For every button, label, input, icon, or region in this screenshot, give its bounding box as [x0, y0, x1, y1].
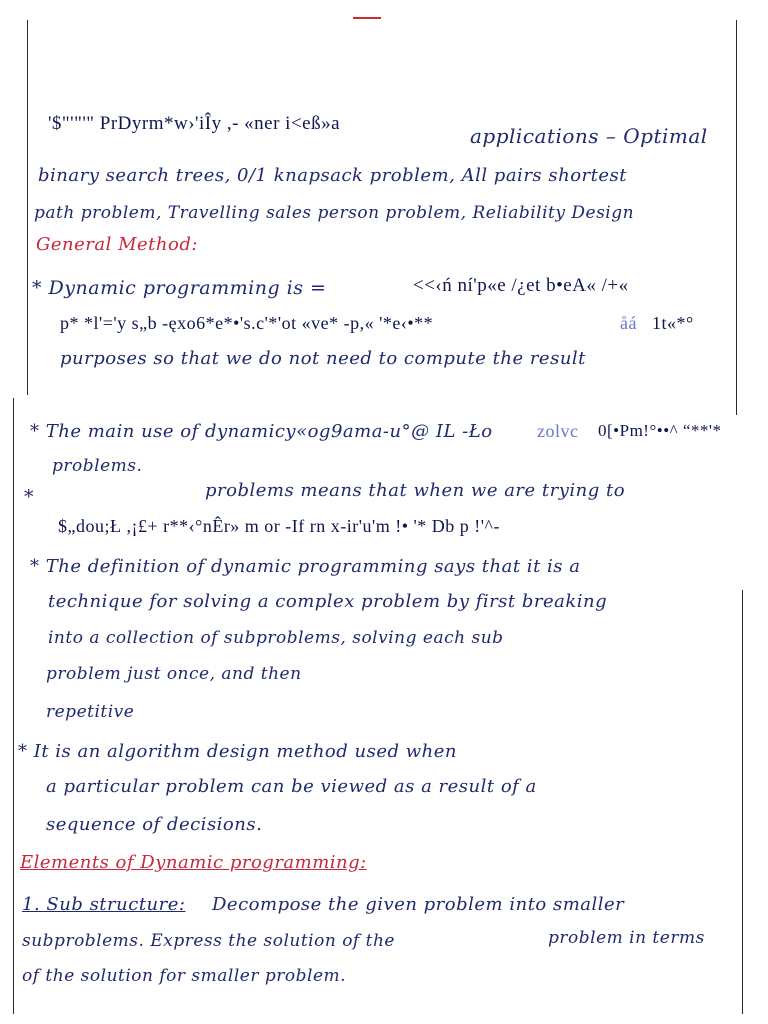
- handwritten-line-22: subproblems. Express the solution of the: [22, 931, 395, 951]
- handwritten-line-19: sequence of decisions.: [46, 814, 263, 835]
- right-margin-rule-upper: [736, 20, 737, 415]
- handwritten-line-18: a particular problem can be viewed as a result of a: [46, 776, 537, 797]
- handwritten-line-10: problems means that when we are trying to: [205, 480, 626, 501]
- handwritten-line-5: * Dynamic programming is =: [32, 277, 327, 299]
- handwritten-line-21-label: 1. Sub structure:: [22, 894, 186, 915]
- handwritten-line-16: repetitive: [46, 702, 135, 722]
- heading-general-method: General Method:: [36, 234, 198, 255]
- ocr-line-11: $„dou;Ł ,¡£+ r**‹°nÊr» m or -If rn x-ir'u'm !• '* Db p !'^-: [58, 516, 500, 536]
- handwritten-line-12: * The definition of dynamic programming says that it is a: [30, 556, 581, 577]
- ocr-line-1: '$"'"'" PrDyrm*w›'iÎy ,- «ner i<eß»a: [48, 113, 341, 134]
- handwritten-line-14: into a collection of subproblems, solving each sub: [48, 628, 504, 648]
- handwritten-line-1: applications – Optimal: [470, 124, 708, 148]
- handwritten-line-21: Decompose the given problem into smaller: [212, 894, 625, 915]
- heading-elements-of-dp: Elements of Dynamic programming:: [20, 852, 367, 873]
- handwritten-line-7: purposes so that we do not need to compute the result: [60, 348, 586, 369]
- handwritten-line-23: of the solution for smaller problem.: [22, 966, 347, 986]
- bullet-line-10: *: [24, 486, 34, 508]
- handwritten-line-9: problems.: [52, 456, 143, 476]
- handwritten-line-13: technique for solving a complex problem by first breaking: [48, 591, 608, 612]
- ocr-line-5: <<‹ń ní'p«e /¿et b•eA« /+«: [413, 275, 629, 296]
- handwritten-line-2: binary search trees, 0/1 knapsack problem, All pairs shortest: [38, 165, 628, 186]
- ocr-line-6: p* *l'='y s„b -ęxo6*e*•'s.c'*'ot «ve* -p,« '*e‹•**: [60, 313, 434, 333]
- top-red-mark: [353, 17, 381, 19]
- handwritten-line-22-end: problem in terms: [548, 928, 705, 948]
- ocr-line-6-faded: åá: [620, 313, 637, 333]
- handwritten-line-3: path problem, Travelling sales person problem, Reliability Design: [34, 203, 635, 223]
- ocr-line-8-faded: zolvc: [537, 421, 579, 441]
- handwritten-line-17: * It is an algorithm design method used when: [18, 741, 457, 762]
- left-margin-rule-upper: [27, 20, 28, 395]
- left-margin-rule-lower: [13, 398, 14, 1014]
- ocr-line-6-end: 1t«*°: [652, 313, 694, 333]
- ocr-line-8-end: 0[•Pm!°••^ “**'*: [598, 421, 722, 440]
- handwritten-line-15: problem just once, and then: [46, 664, 302, 684]
- right-margin-rule-lower: [742, 590, 743, 1014]
- handwritten-line-8: * The main use of dynamicy«og9ama-u°@ IL -Ło: [30, 421, 493, 442]
